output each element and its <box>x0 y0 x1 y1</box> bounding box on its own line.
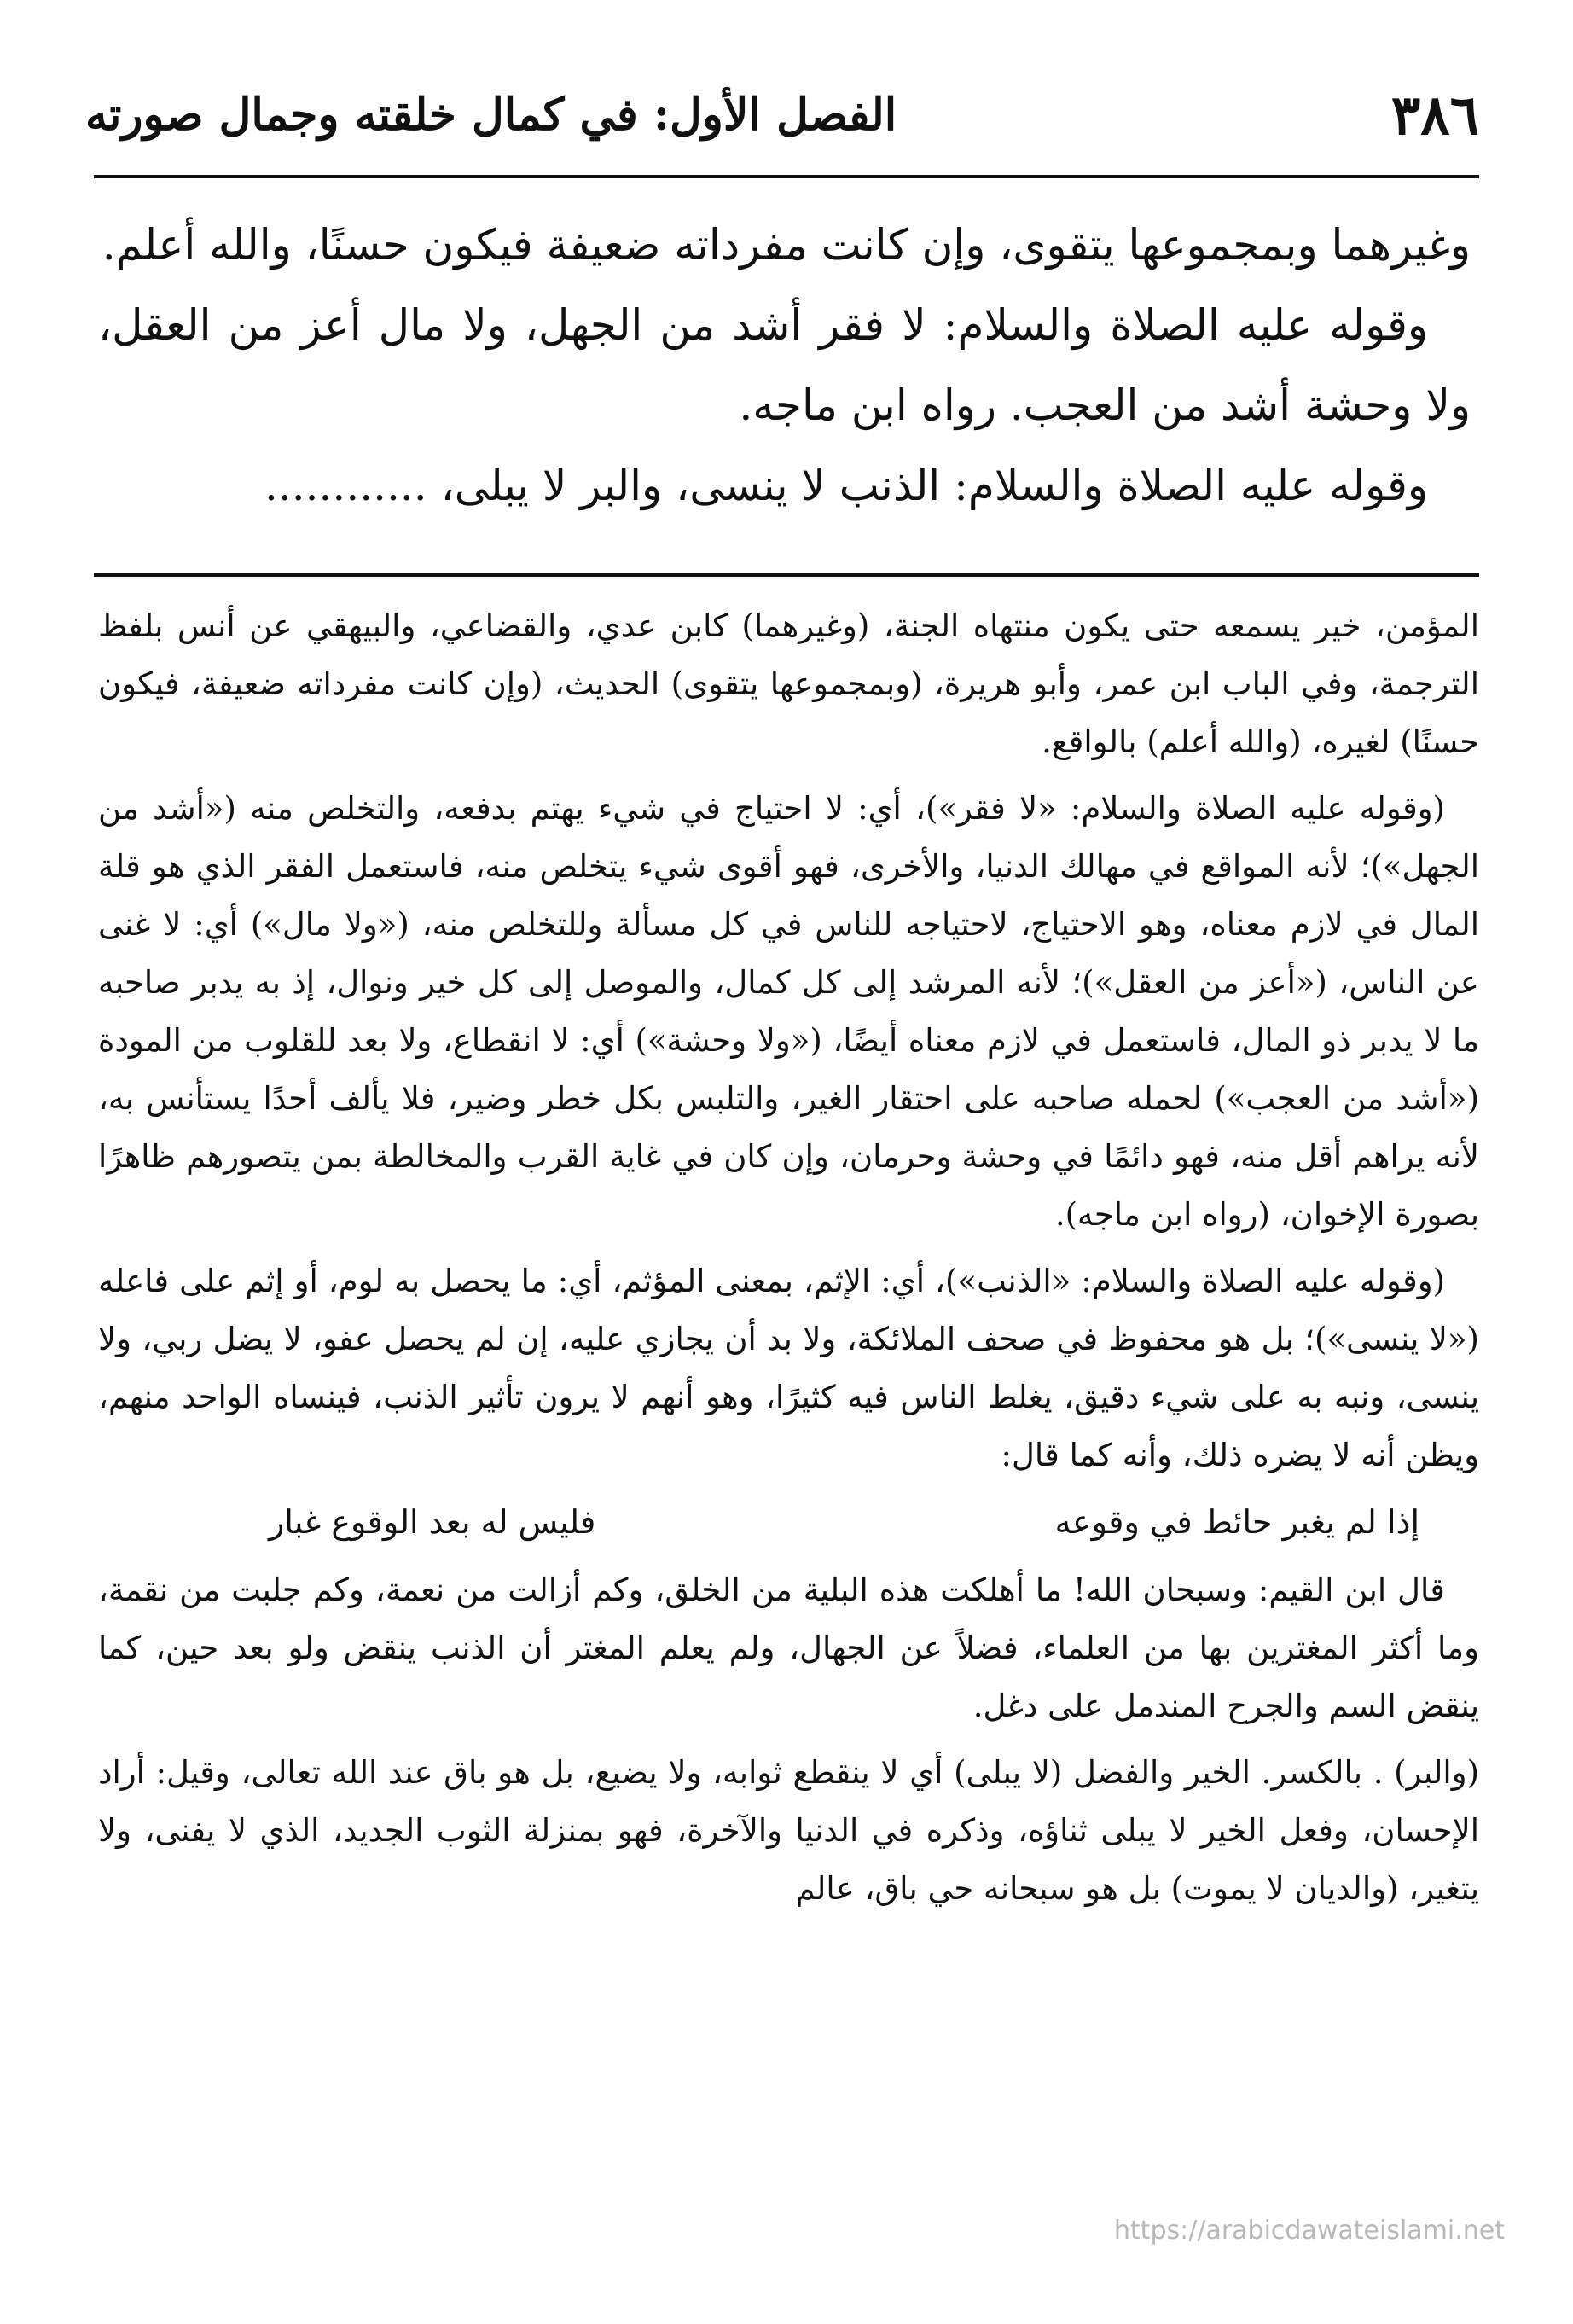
header-divider <box>94 175 1479 178</box>
page-number: ٣٨٦ <box>1390 84 1479 148</box>
commentary <box>98 597 1479 1926</box>
poetry-verse <box>98 1493 1479 1551</box>
verse-first-hemistich: إذا لم يغبر حائط في وقوعه <box>1054 1503 1419 1541</box>
chapter-title: الفصل الأول: في كمال خلقته وجمال صورته <box>85 89 897 141</box>
watermark-url: https://arabicdawateislami.net <box>1113 2216 1505 2246</box>
commentary-paragraph: (والبر) . بالكسر. الخير والفضل (لا يبلى) أي لا ينقطع ثوابه، ولا يضيع، بل هو باق عند الله تعالى، وقيل: أراد الإحسان، وفعل الخير لا يبلى ثناؤه، وذكره في الدنيا والآخرة، فهو بمنزلة الثوب الجديد، الذي لا يفنى، ولا يتغير، (والديان لا يموت) بل هو سبحانه حي باق، عالم <box>98 1754 1479 1907</box>
footnote-divider <box>94 573 1479 577</box>
verse-second-hemistich: فليس له بعد الوقوع غبار <box>269 1503 596 1541</box>
page-header <box>85 67 1479 160</box>
commentary-paragraph: قال ابن القيم: وسبحان الله! ما أهلكت هذه البلية من الخلق، وكم أزالت من نعمة، وكم جلبت من نقمة، وما أكثر المغترين بها من العلماء، فضلاً عن الجهال، ولم يعلم المغتر أن الذنب ينقض ولو بعد حين، كما ينقض السم والجرح المندمل على دغل. <box>98 1572 1479 1724</box>
main-text-line: وغيرهما وبمجموعها يتقوى، وإن كانت مفرداته ضعيفة فيكون حسنًا، والله أعلم. <box>102 220 1471 270</box>
main-text-line: وقوله عليه الصلاة والسلام: الذنب لا ينسى، والبر لا يبلى، ............ <box>264 461 1428 510</box>
commentary-paragraph: (وقوله عليه الصلاة والسلام: «الذنب»)، أي: الإثم، بمعنى المؤثم، أي: ما يحصل به لوم، أو إثم على فاعله («لا ينسى»)؛ بل هو محفوظ في صحف الملائكة، ولا بد أن يجازي عليه، إن لم يحصل عفو، لا يضل ربي، ولا ينسى، ونبه به على شيء دقيق، يغلط الناس فيه كثيرًا، وهو أنهم لا يرون تأثير الذنب، فينساه الواحد منهم، ويظن أنه لا يضره ذلك، وأنه كما قال: <box>98 1263 1479 1473</box>
commentary-paragraph: المؤمن، خير يسمعه حتى يكون منتهاه الجنة، (وغيرهما) كابن عدي، والقضاعي، والبيهقي عن أنس بلفظ الترجمة، وفي الباب ابن عمر، وأبو هريرة، (وبمجموعها يتقوى) الحديث، (وإن كانت مفرداته ضعيفة، فيكون حسنًا) لغيره، (والله أعلم) بالواقع. <box>98 607 1479 760</box>
commentary-paragraph: (وقوله عليه الصلاة والسلام: «لا فقر»)، أي: لا احتياج في شيء يهتم بدفعه، والتخلص منه («أشد من الجهل»)؛ لأنه المواقع في مهالك الدنيا، والأخرى، فهو أقوى شيء يتخلص منه، فاستعمل الفقر الذي هو قلة المال في لازم معناه، وهو الاحتياج، لاحتياجه للناس في كل مسألة وللتخلص منه، («ولا مال») أي: لا غنى عن الناس، («أعز من العقل»)؛ لأنه المرشد إلى كل كمال، والموصل إلى كل خير ونوال، إذ به يدبر صاحبه ما لا يدبر ذو المال، فاستعمل في لازم معناه أيضًا، («ولا وحشة») أي: لا انقطاع، ولا بعد للقلوب من المودة («أشد من العجب») لحمله صاحبه على احتقار الغير، والتلبس بكل خطر وضير، فلا يألف أحدًا يستأنس به، لأنه يراهم أقل منه، فهو دائمًا في وحشة وحرمان، وإن كان في غاية القرب والمخالطة بمن يتصورهم ظاهرًا بصورة الإخوان، (رواه ابن ماجه). <box>98 790 1479 1233</box>
main-text-line: وقوله عليه الصلاة والسلام: لا فقر أشد من الجهل، ولا مال أعز من العقل، ولا وحشة أشد من العجب. رواه ابن ماجه. <box>98 300 1471 430</box>
main-text <box>98 205 1471 526</box>
